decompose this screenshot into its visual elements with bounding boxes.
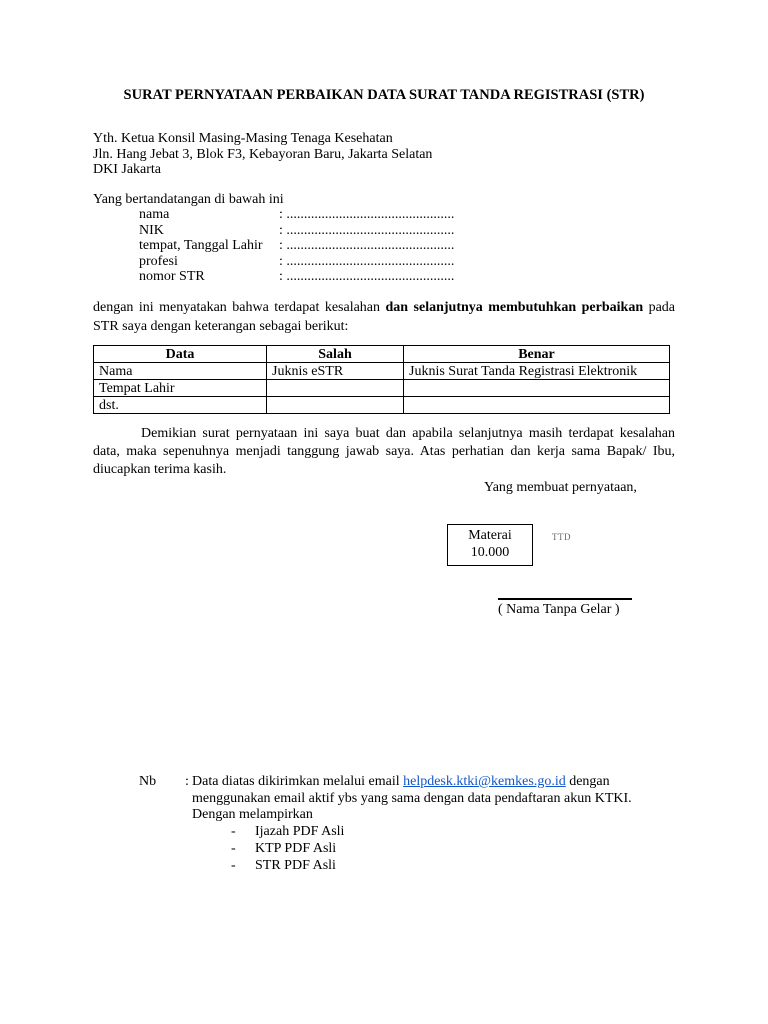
recipient-line-1: Yth. Ketua Konsil Masing-Masing Tenaga Kesehatan bbox=[93, 131, 393, 146]
attachment-item: KTP PDF Asli bbox=[255, 841, 337, 856]
table-cell: Tempat Lahir bbox=[94, 380, 267, 397]
field-value-nama: : ................................................ bbox=[279, 207, 455, 222]
attachment-item: STR PDF Asli bbox=[255, 858, 336, 873]
signature-line bbox=[498, 598, 632, 600]
email-link[interactable]: helpdesk.ktki@kemkes.go.id bbox=[403, 774, 566, 789]
table-row bbox=[94, 397, 670, 414]
intro-text: Yang bertandatangan di bawah ini bbox=[93, 192, 284, 207]
statement-bold-text: dan selanjutnya membutuhkan perbaikan bbox=[385, 300, 644, 315]
correction-table bbox=[93, 345, 670, 414]
note-text-before: Data diatas dikirimkan melalui email bbox=[192, 774, 404, 789]
table-header-salah: Salah bbox=[267, 346, 404, 363]
materai-value: 10.000 bbox=[470, 545, 510, 560]
attachment-bullet: - bbox=[231, 858, 236, 873]
statement-text-after: pada STR saya dengan keterangan sebagai berikut: bbox=[93, 300, 676, 334]
recipient-line-2: Jln. Hang Jebat 3, Blok F3, Kebayoran Baru, Jakarta Selatan bbox=[93, 147, 433, 162]
table-header-data: Data bbox=[94, 346, 267, 363]
field-label-ttl: tempat, Tanggal Lahir bbox=[139, 238, 263, 253]
attachment-bullet: - bbox=[231, 824, 236, 839]
table-header-benar: Benar bbox=[404, 346, 670, 363]
field-value-nik: : ................................................ bbox=[279, 223, 455, 238]
attachment-bullet: - bbox=[231, 841, 236, 856]
table-cell bbox=[404, 397, 670, 414]
recipient-line-3: DKI Jakarta bbox=[93, 162, 162, 177]
note-text-after: dengan bbox=[565, 774, 610, 789]
document-title: SURAT PERNYATAAN PERBAIKAN DATA SURAT TANDA REGISTRASI (STR) bbox=[123, 87, 645, 103]
statement-paragraph bbox=[93, 298, 675, 336]
materai-stamp-box bbox=[447, 524, 533, 566]
table-row bbox=[94, 380, 670, 397]
table-cell: dst. bbox=[94, 397, 267, 414]
table-header-row bbox=[94, 346, 670, 363]
field-label-nomor-str: nomor STR bbox=[139, 269, 205, 284]
table-cell bbox=[267, 397, 404, 414]
field-label-profesi: profesi bbox=[139, 254, 178, 269]
note-line-2: menggunakan email aktif ybs yang sama dengan data pendaftaran akun KTKI. bbox=[192, 791, 632, 806]
signature-heading: Yang membuat pernyataan, bbox=[484, 480, 637, 495]
note-line-1 bbox=[192, 774, 610, 790]
table-cell: Juknis Surat Tanda Registrasi Elektronik bbox=[404, 363, 670, 380]
field-value-nomor-str: : ................................................ bbox=[279, 269, 455, 284]
note-label: Nb bbox=[139, 774, 157, 789]
field-value-profesi: : ................................................ bbox=[279, 254, 455, 269]
materai-label: Materai bbox=[468, 528, 512, 543]
statement-text-before: dengan ini menyatakan bahwa terdapat kesalahan bbox=[93, 300, 386, 315]
note-line-3: Dengan melampirkan bbox=[192, 807, 313, 822]
field-label-nama: nama bbox=[139, 207, 170, 222]
attachment-item: Ijazah PDF Asli bbox=[255, 824, 345, 839]
signer-name: ( Nama Tanpa Gelar ) bbox=[498, 602, 620, 617]
table-cell: Juknis eSTR bbox=[267, 363, 404, 380]
table-row bbox=[94, 363, 670, 380]
field-label-nik: NIK bbox=[139, 223, 164, 238]
ttd-marker: TTD bbox=[552, 532, 571, 542]
field-value-ttl: : ................................................ bbox=[279, 238, 455, 253]
note-colon: : bbox=[185, 774, 189, 789]
table-cell: Nama bbox=[94, 363, 267, 380]
table-cell bbox=[267, 380, 404, 397]
closing-paragraph: Demikian surat pernyataan ini saya buat dan apabila selanjutnya masih terdapat kesalahan data, maka sepenuhnya menjadi tanggung jawab saya. Atas perhatian dan kerja sama Bapak/ Ibu, diucapkan terima kasih. bbox=[93, 426, 675, 477]
table-cell bbox=[404, 380, 670, 397]
